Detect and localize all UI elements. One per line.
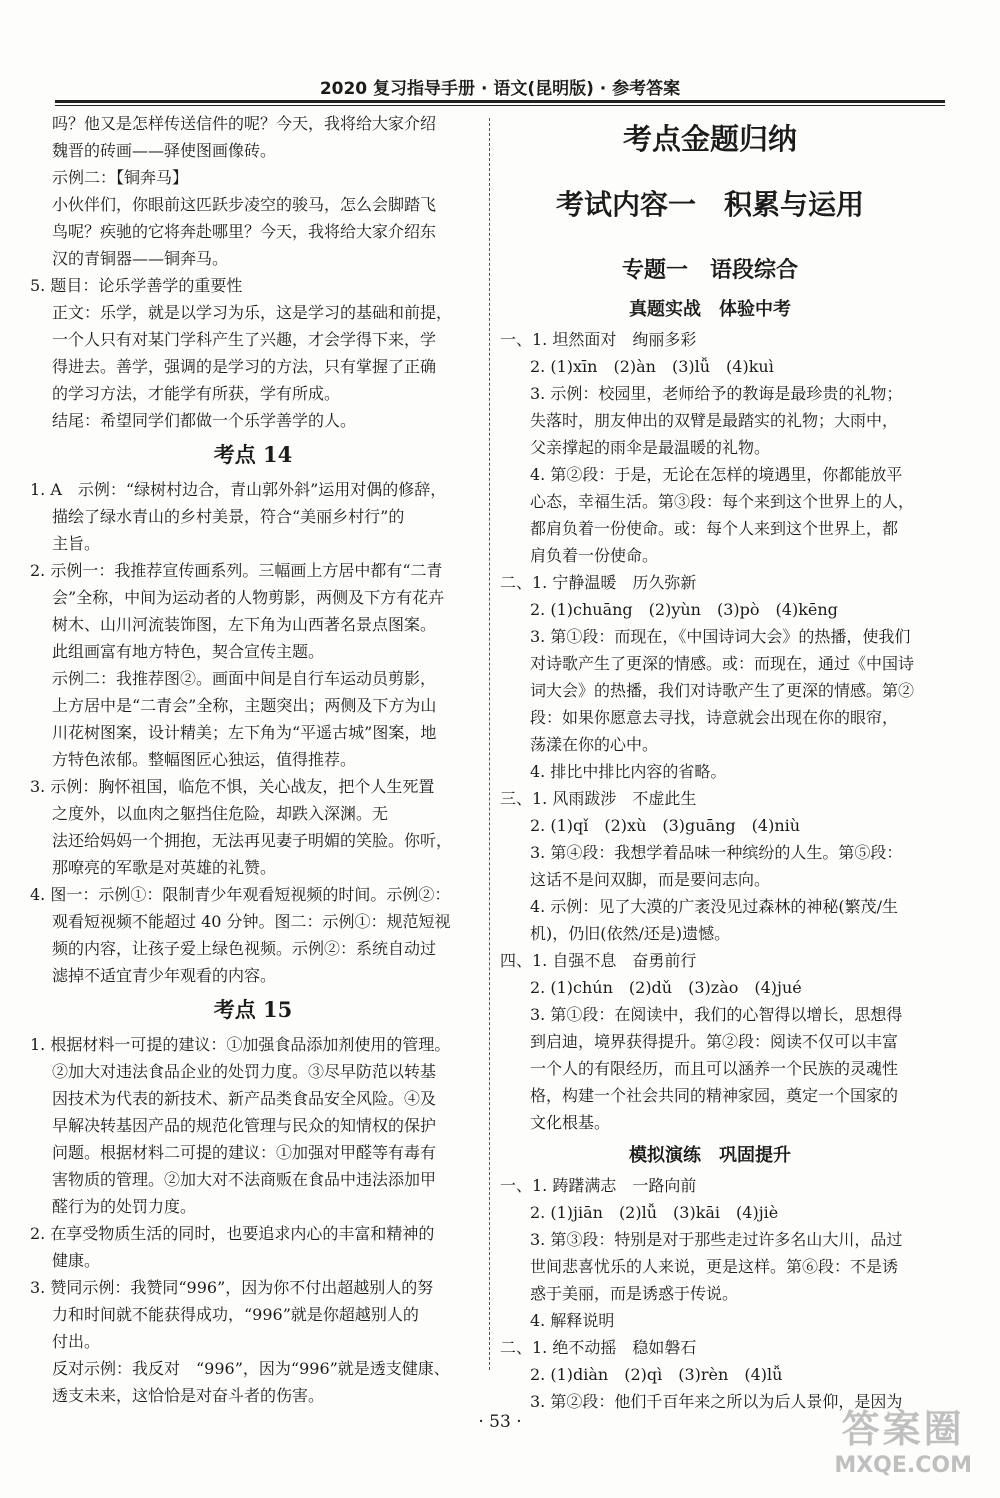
text-line: 2. (1)jiān (2)lǚ (3)kāi (4)jiè (530, 1203, 779, 1222)
text-line: 汉的青铜器——铜奔马。 (52, 249, 229, 268)
text-line: 因技术为代表的新技术、新产品类食品安全风险。④及 (52, 1089, 437, 1108)
kaodian-14-items (30, 476, 476, 989)
page-number: · 53 · (478, 1412, 522, 1432)
text-line: 3. 示例：校园里，老师给予的教诲是最珍贵的礼物； (530, 384, 903, 403)
text-line: 1. A 示例：“绿树村边合，青山郭外斜”运用对偶的修辞， (30, 480, 447, 499)
text-line: 一个人的有限经历，而且可以涵养一个民族的灵魂性 (530, 1059, 899, 1078)
text-line: 3. 第①段：而现在，《中国诗词大会》的热播，使我们 (530, 627, 911, 646)
text-line: 一、1. 踌躇满志 一路向前 (500, 1176, 697, 1195)
text-line: 透支未来，这恰恰是对奋斗者的伤害。 (52, 1386, 325, 1405)
answer-item (30, 1220, 476, 1274)
text-line: 2. 示例一：我推荐宣传画系列。三幅画上方居中都有“二青 (30, 561, 443, 580)
text-line: 三、1. 风雨跋涉 不虚此生 (500, 789, 697, 808)
text-line: 到启迪，境界获得提升。第②段：阅读不仅可以丰富 (530, 1032, 899, 1051)
text-line: 4. 排比中排比内容的省略。 (530, 762, 727, 781)
text-line: 一、1. 坦然面对 绚丽多彩 (500, 330, 697, 349)
text-line: 结尾：希望同学们都做一个乐学善学的人。 (52, 411, 357, 430)
text-line: 3. 示例：胸怀祖国，临危不惧，关心战友，把个人生死置 (30, 777, 435, 796)
text-line: 文化根基。 (530, 1113, 611, 1132)
answer-item (30, 881, 476, 989)
text-line: 惑于美丽，而是诱惑于传说。 (530, 1284, 739, 1303)
section-1-title: 真题实战 体验中考 (629, 299, 791, 320)
answer-group (500, 947, 920, 1136)
page-header: 2020 复习指导手册 · 语文(昆明版) · 参考答案 (319, 79, 681, 99)
answer-item (30, 557, 476, 773)
answer-group (500, 1172, 920, 1334)
text-line: 吗？他又是怎样传送信件的呢？今天，我将给大家介绍 (52, 114, 437, 133)
text-line: 词大会》的热播，我们对诗歌产生了更深的情感。第② (530, 681, 915, 700)
text-line: 早解决转基因产品的规范化管理与民众的知情权的保护 (52, 1116, 437, 1135)
watermark-logo (834, 1398, 972, 1478)
text-line: 那嘹亮的军歌是对英雄的礼赞。 (52, 858, 277, 877)
item-5-block (30, 272, 476, 434)
text-line: 法还给妈妈一个拥抱，无法再见妻子明媚的笑脸。你听， (52, 831, 453, 850)
text-line: 3. 第①段：在阅读中，我们的心智得以增长，思想得 (530, 1005, 903, 1024)
kaodian-15-items (30, 1031, 476, 1409)
section-2-title: 模拟演练 巩固提升 (629, 1145, 791, 1166)
text-line: 树木、山川河流装饰图，左下角为山西著名景点图案。 (52, 615, 437, 634)
text-line: 二、1. 宁静温暖 历久弥新 (500, 573, 697, 592)
text-line: 4. 解释说明 (530, 1311, 615, 1330)
text-line: 二、1. 绝不动摇 稳如磐石 (500, 1338, 697, 1357)
header-rule-thin (55, 105, 945, 106)
text-line: 小伙伴们，你眼前这匹跃步凌空的骏马，怎么会脚踏飞 (52, 195, 437, 214)
answer-group (500, 569, 920, 785)
watermark-bottom-text: MXQE.COM (834, 1453, 972, 1478)
text-line: 健康。 (52, 1251, 101, 1270)
text-line: 描绘了绿水青山的乡村美景，符合“美丽乡村行”的 (52, 507, 405, 526)
answer-item (30, 1031, 476, 1220)
text-line: 2. (1)xīn (2)àn (3)lǚ (4)kuì (530, 357, 774, 376)
text-line: 正文：乐学，就是以学习为乐，这是学习的基础和前提， (52, 303, 453, 322)
answer-group (500, 326, 920, 569)
text-line: 的学习方法，才能学有所获，学有所成。 (52, 384, 341, 403)
text-line: 2. (1)chún (2)dǔ (3)zào (4)jué (530, 978, 802, 997)
text-line: 5. 题目：论乐学善学的重要性 (30, 276, 243, 295)
text-line: 世间悲喜忧乐的人来说，更是这样。第⑥段：不是诱 (530, 1257, 899, 1276)
text-line: 四、1. 自强不息 奋勇前行 (500, 951, 697, 970)
text-line: 示例二：【铜奔马】 (52, 168, 189, 187)
text-line: 一个人只有对某门学科产生了兴趣，才会学得下来，学 (52, 330, 437, 349)
text-line: 醛行为的处罚力度。 (52, 1197, 197, 1216)
text-line: 失落时，朋友伸出的双臂是最踏实的礼物；大雨中， (530, 411, 899, 430)
text-line: 段：如果你愿意去寻找，诗意就会出现在你的眼帘， (530, 708, 899, 727)
column-divider (489, 118, 490, 1370)
answer-item (30, 1274, 476, 1409)
text-line: 心态，幸福生活。第③段：每个来到这个世界上的人， (530, 492, 915, 511)
kaodian-14-title: 考点 14 (213, 442, 293, 467)
answer-item (30, 476, 476, 557)
text-line: 荡漾在你的心中。 (530, 735, 659, 754)
answer-group (500, 785, 920, 947)
section-2-answers (500, 1172, 920, 1415)
left-column (30, 110, 476, 1409)
text-line: 对诗歌产生了更深的情感。或：而现在，通过《中国诗 (530, 654, 915, 673)
header-rule-thick (55, 100, 945, 103)
text-line: 3. 第②段：他们千百年来之所以为后人景仰，是因为 (530, 1392, 903, 1411)
right-column (500, 110, 920, 1415)
text-line: 问题。根据材料二可提的建议：①加强对甲醛等有毒有 (52, 1143, 437, 1162)
text-line: 主旨。 (52, 534, 101, 553)
text-line: 付出。 (52, 1332, 101, 1351)
text-line: 肩负着一份使命。 (530, 546, 659, 565)
text-line: 频的内容，让孩子爱上绿色视频。示例②：系统自动过 (52, 939, 437, 958)
text-line: 示例二：我推荐图②。画面中间是自行车运动员剪影， (52, 669, 437, 688)
intro-block (30, 110, 476, 272)
text-line: 川花树图案，设计精美；左下角为“平遥古城”图案，地 (52, 723, 437, 742)
text-line: 都肩负着一份使命。或：每个人来到这个世界上，都 (530, 519, 899, 538)
text-line: 会”全称，中间为运动者的人物剪影，两侧及下方有花卉 (52, 588, 445, 607)
text-line: 观看短视频不能超过 40 分钟。图二：示例①：规范短视 (52, 912, 451, 931)
text-line: 此组画富有地方特色，契合宣传主题。 (52, 642, 325, 661)
topic-title: 专题一 语段综合 (621, 258, 798, 283)
text-line: 2. (1)diàn (2)qì (3)rèn (4)lǚ (530, 1365, 783, 1384)
text-line: 机)，仍旧(依然/还是)遗憾。 (530, 924, 731, 943)
text-line: 4. 图一：示例①：限制青少年观看短视频的时间。示例②： (30, 885, 451, 904)
text-line: ②加大对违法食品企业的处罚力度。③尽早防范以转基 (52, 1062, 437, 1081)
section-1-answers (500, 326, 920, 1136)
text-line: 鸟呢？疾驰的它将奔赴哪里？今天，我将给大家介绍东 (52, 222, 437, 241)
text-line: 3. 第④段：我想学着品味一种缤纷的人生。第⑤段： (530, 843, 903, 862)
text-line: 害物质的管理。②加大对不法商贩在食品中违法添加甲 (52, 1170, 437, 1189)
text-line: 4. 第②段：于是，无论在怎样的境遇里，你都能放平 (530, 465, 903, 484)
text-line: 方特色浓郁。整幅图匠心独运，值得推荐。 (52, 750, 357, 769)
text-line: 上方居中是“二青会”全称，主题突出；两侧及下方为山 (52, 696, 437, 715)
text-line: 反对示例：我反对 “996”，因为“996”就是透支健康、 (52, 1359, 450, 1378)
exam-content-title: 考试内容一 积累与运用 (555, 188, 864, 221)
text-line: 魏晋的砖画——驿使图画像砖。 (52, 141, 277, 160)
text-line: 滤掉不适宜青少年观看的内容。 (52, 966, 277, 985)
text-line: 力和时间就不能获得成功，“996”就是你超越别人的 (52, 1305, 419, 1324)
text-line: 格，构建一个社会共同的精神家园，奠定一个国家的 (530, 1086, 899, 1105)
text-line: 2. 在享受物质生活的同时，也要追求内心的丰富和精神的 (30, 1224, 435, 1243)
watermark-top-text: 答案圈 (841, 1407, 965, 1451)
text-line: 2. (1)chuāng (2)yùn (3)pò (4)kēng (530, 600, 838, 619)
text-line: 之度外，以血肉之躯挡住危险，却跌入深渊。无 (52, 804, 389, 823)
kaodian-15-title: 考点 15 (213, 997, 293, 1022)
text-line: 1. 根据材料一可提的建议：①加强食品添加剂使用的管理。 (30, 1035, 451, 1054)
answer-item (30, 773, 476, 881)
text-line: 得进去。善学，强调的是学习的方法，只有掌握了正确 (52, 357, 437, 376)
text-line: 这话不是问双脚，而是要问志向。 (530, 870, 771, 889)
text-line: 3. 赞同示例：我赞同“996”，因为你不付出超越别人的努 (30, 1278, 434, 1297)
main-title: 考点金题归纳 (622, 122, 797, 156)
text-line: 父亲撑起的雨伞是最温暖的礼物。 (530, 438, 771, 457)
text-line: 2. (1)qǐ (2)xù (3)guāng (4)niù (530, 816, 801, 835)
text-line: 4. 示例：见了大漠的广袤没见过森林的神秘(繁茂/生 (530, 897, 898, 916)
text-line: 3. 第③段：特别是对于那些走过许多名山大川，品过 (530, 1230, 903, 1249)
